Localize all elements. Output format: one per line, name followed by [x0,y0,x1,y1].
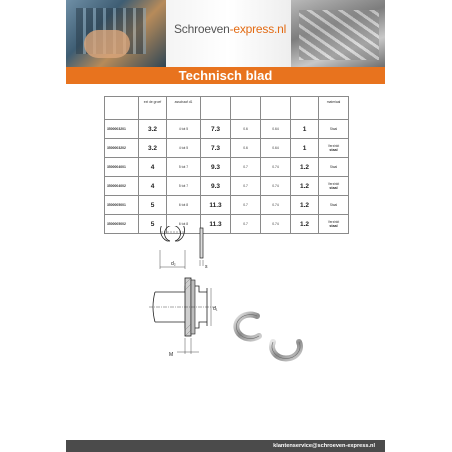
dimension-m [177,338,199,354]
dim-a-cell: 0.7 [231,196,261,215]
spec-table [104,96,349,234]
material-cell [319,158,349,177]
material-line-2: staal [329,186,338,190]
label-s: s [205,264,208,270]
outer-diameter-cell: 11.3 [201,215,231,234]
outer-diameter-cell: 11.3 [201,196,231,215]
label-m: M [169,352,174,358]
page-title: Technisch blad [66,67,385,84]
dim-a-cell: 0.6 [231,120,261,139]
outer-diameter-cell: 9.3 [201,158,231,177]
material-line-1: Verzinkt [327,143,340,148]
shaft-range-cell: 6 tot 8 [167,196,201,215]
dim-a-cell: 0.7 [231,158,261,177]
logo-area [166,0,291,67]
header-cell [105,97,139,120]
technical-sheet [66,0,385,452]
code-cell: 3500004002 [105,177,139,196]
groove-diameter-cell: 4 [139,158,167,177]
groove-diameter-cell: 3.2 [139,120,167,139]
material-line-2: staal [329,148,338,152]
clip-photo-lower [272,342,300,358]
dim-b-cell: 0.74 [261,177,291,196]
outer-diameter-cell: 9.3 [201,177,231,196]
logo-text-main: Schroeven [174,22,230,36]
thickness-cell: 1 [291,120,319,139]
logo-text-domain: -express.nl [229,22,287,36]
header-cell: asschaaf d1 [167,97,201,120]
thickness-cell: 1.2 [291,215,319,234]
dim-a-cell: 0.7 [231,215,261,234]
code-cell: 3500004001 [105,158,139,177]
material-line-2: staal [329,224,338,228]
dim-b-cell: 0.74 [261,215,291,234]
label-d2: d₂ [171,261,176,267]
clip-front-view [161,226,185,241]
material-cell [319,196,349,215]
outer-diameter-cell: 7.3 [201,120,231,139]
screws-photo [291,0,385,67]
table-row [105,158,349,177]
clip-illustration [229,306,307,368]
groove-diameter-cell: 4 [139,177,167,196]
material-cell [319,120,349,139]
material-line-1: Staal [329,202,338,207]
dim-a-cell: 0.6 [231,139,261,158]
shaft-range-cell: 6 tot 8 [167,215,201,234]
thickness-cell: 1.2 [291,158,319,177]
label-d1: d₁ [213,306,218,312]
brand-logo [174,22,286,36]
table-row [105,177,349,196]
header-cell: ext de groef [139,97,167,120]
material-cell [319,215,349,234]
code-cell: 3500005001 [105,196,139,215]
table-row [105,139,349,158]
material-cell [319,139,349,158]
footer-bar [66,440,385,452]
shaft-range-cell: 5 tot 7 [167,158,201,177]
dim-b-cell: 0.64 [261,139,291,158]
header-cell [231,97,261,120]
thickness-cell: 1.2 [291,177,319,196]
material-cell [319,177,349,196]
workshop-photo [66,0,166,67]
material-line-1: Staal [329,164,338,169]
outer-diameter-cell: 7.3 [201,139,231,158]
thickness-cell: 1.2 [291,196,319,215]
dim-b-cell: 0.64 [261,120,291,139]
thickness-cell: 1 [291,139,319,158]
groove-diameter-cell: 3.2 [139,139,167,158]
code-cell: 3500005002 [105,215,139,234]
shaft-range-cell: 4 tot 5 [167,139,201,158]
clip-side-view [200,228,203,266]
material-line-1: Verzinkt [327,181,340,186]
dim-b-cell: 0.74 [261,158,291,177]
header-cell [291,97,319,120]
groove-diameter-cell: 5 [139,196,167,215]
header-cell [261,97,291,120]
table-row [105,196,349,215]
code-cell: 3500003201 [105,120,139,139]
shaft-range-cell: 4 tot 5 [167,120,201,139]
dim-b-cell: 0.74 [261,196,291,215]
shaft-range-cell: 5 tot 7 [167,177,201,196]
material-line-1: Staal [329,126,338,131]
groove-diameter-cell: 5 [139,215,167,234]
header-banner [66,0,385,67]
table-header-row [105,97,349,120]
dim-a-cell: 0.7 [231,177,261,196]
clip-photo-upper [236,315,259,339]
table-row [105,120,349,139]
contact-email[interactable]: klantenservice@schroeven-express.nl [273,443,375,449]
header-cell [201,97,231,120]
shaft-section [149,278,217,336]
header-cell: materiaal [319,97,349,120]
material-line-1: Verzinkt [327,219,340,224]
code-cell: 3500003202 [105,139,139,158]
